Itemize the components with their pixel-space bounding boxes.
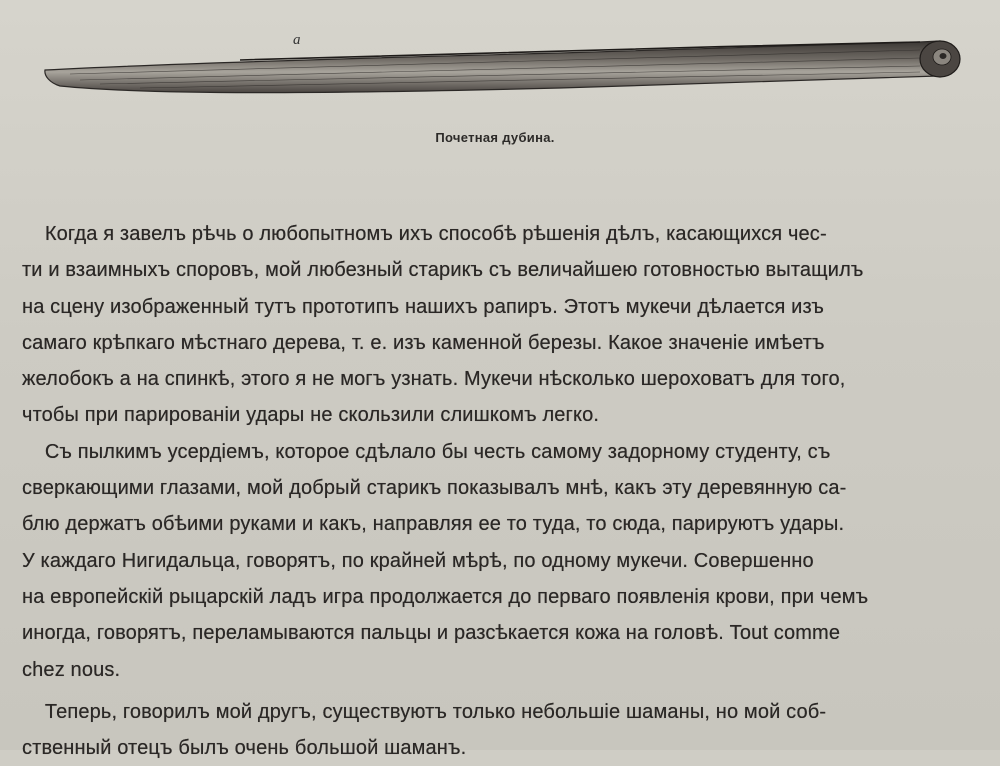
text-line: ственный отецъ былъ очень большой шаманъ. xyxy=(22,737,467,760)
text-line: на сцену изображенный тутъ прототипъ нашихъ рапиръ. Этотъ мукечи дѣлается изъ xyxy=(22,295,825,318)
body-text xyxy=(22,216,992,766)
text-line: У каждаго Нигидальца, говорятъ, по крайней мѣрѣ, по одному мукечи. Совершенно xyxy=(22,549,814,572)
figure-label: a xyxy=(293,32,301,48)
figure-caption: Почетная дубина. xyxy=(435,130,555,145)
text-line: блю держатъ обѣими руками и какъ, направляя ее то туда, то сюда, парируютъ удары. xyxy=(22,513,845,536)
text-line: chez nous. xyxy=(22,658,121,681)
text-line: сверкающими глазами, мой добрый старикъ показывалъ мнѣ, какъ эту деревянную са- xyxy=(22,477,847,500)
text-line: ти и взаимныхъ споровъ, мой любезный старикъ съ величайшею готовностью вытащилъ xyxy=(22,259,864,282)
text-line: желобокъ a на спинкѣ, этого я не могъ узнать. Мукечи нѣсколько шероховатъ для того, xyxy=(22,368,846,391)
text-line: Съ пылкимъ усердіемъ, которое сдѣлало бы честь самому задорному студенту, съ xyxy=(22,440,831,463)
text-line: Когда я завелъ рѣчь о любопытномъ ихъ способѣ рѣшенія дѣлъ, касающихся чес- xyxy=(22,223,827,245)
text-line: Теперь, говорилъ мой другъ, существуютъ только небольшіе шаманы, но мой соб- xyxy=(22,700,827,723)
text-line: иногда, говорятъ, переламываются пальцы и разсѣкается кожа на головѣ. Tout comme xyxy=(22,622,841,645)
text-line: на европейскій рыцарскій ладъ игра продолжается до перваго появленія крови, при чемъ xyxy=(22,585,869,608)
text-line: самаго крѣпкаго мѣстнаго дерева, т. е. изъ каменной березы. Какое значеніе имѣетъ xyxy=(22,331,825,354)
text-line: чтобы при парированіи удары не скользили слишкомъ легко. xyxy=(22,404,600,427)
club-illustration xyxy=(40,28,970,108)
